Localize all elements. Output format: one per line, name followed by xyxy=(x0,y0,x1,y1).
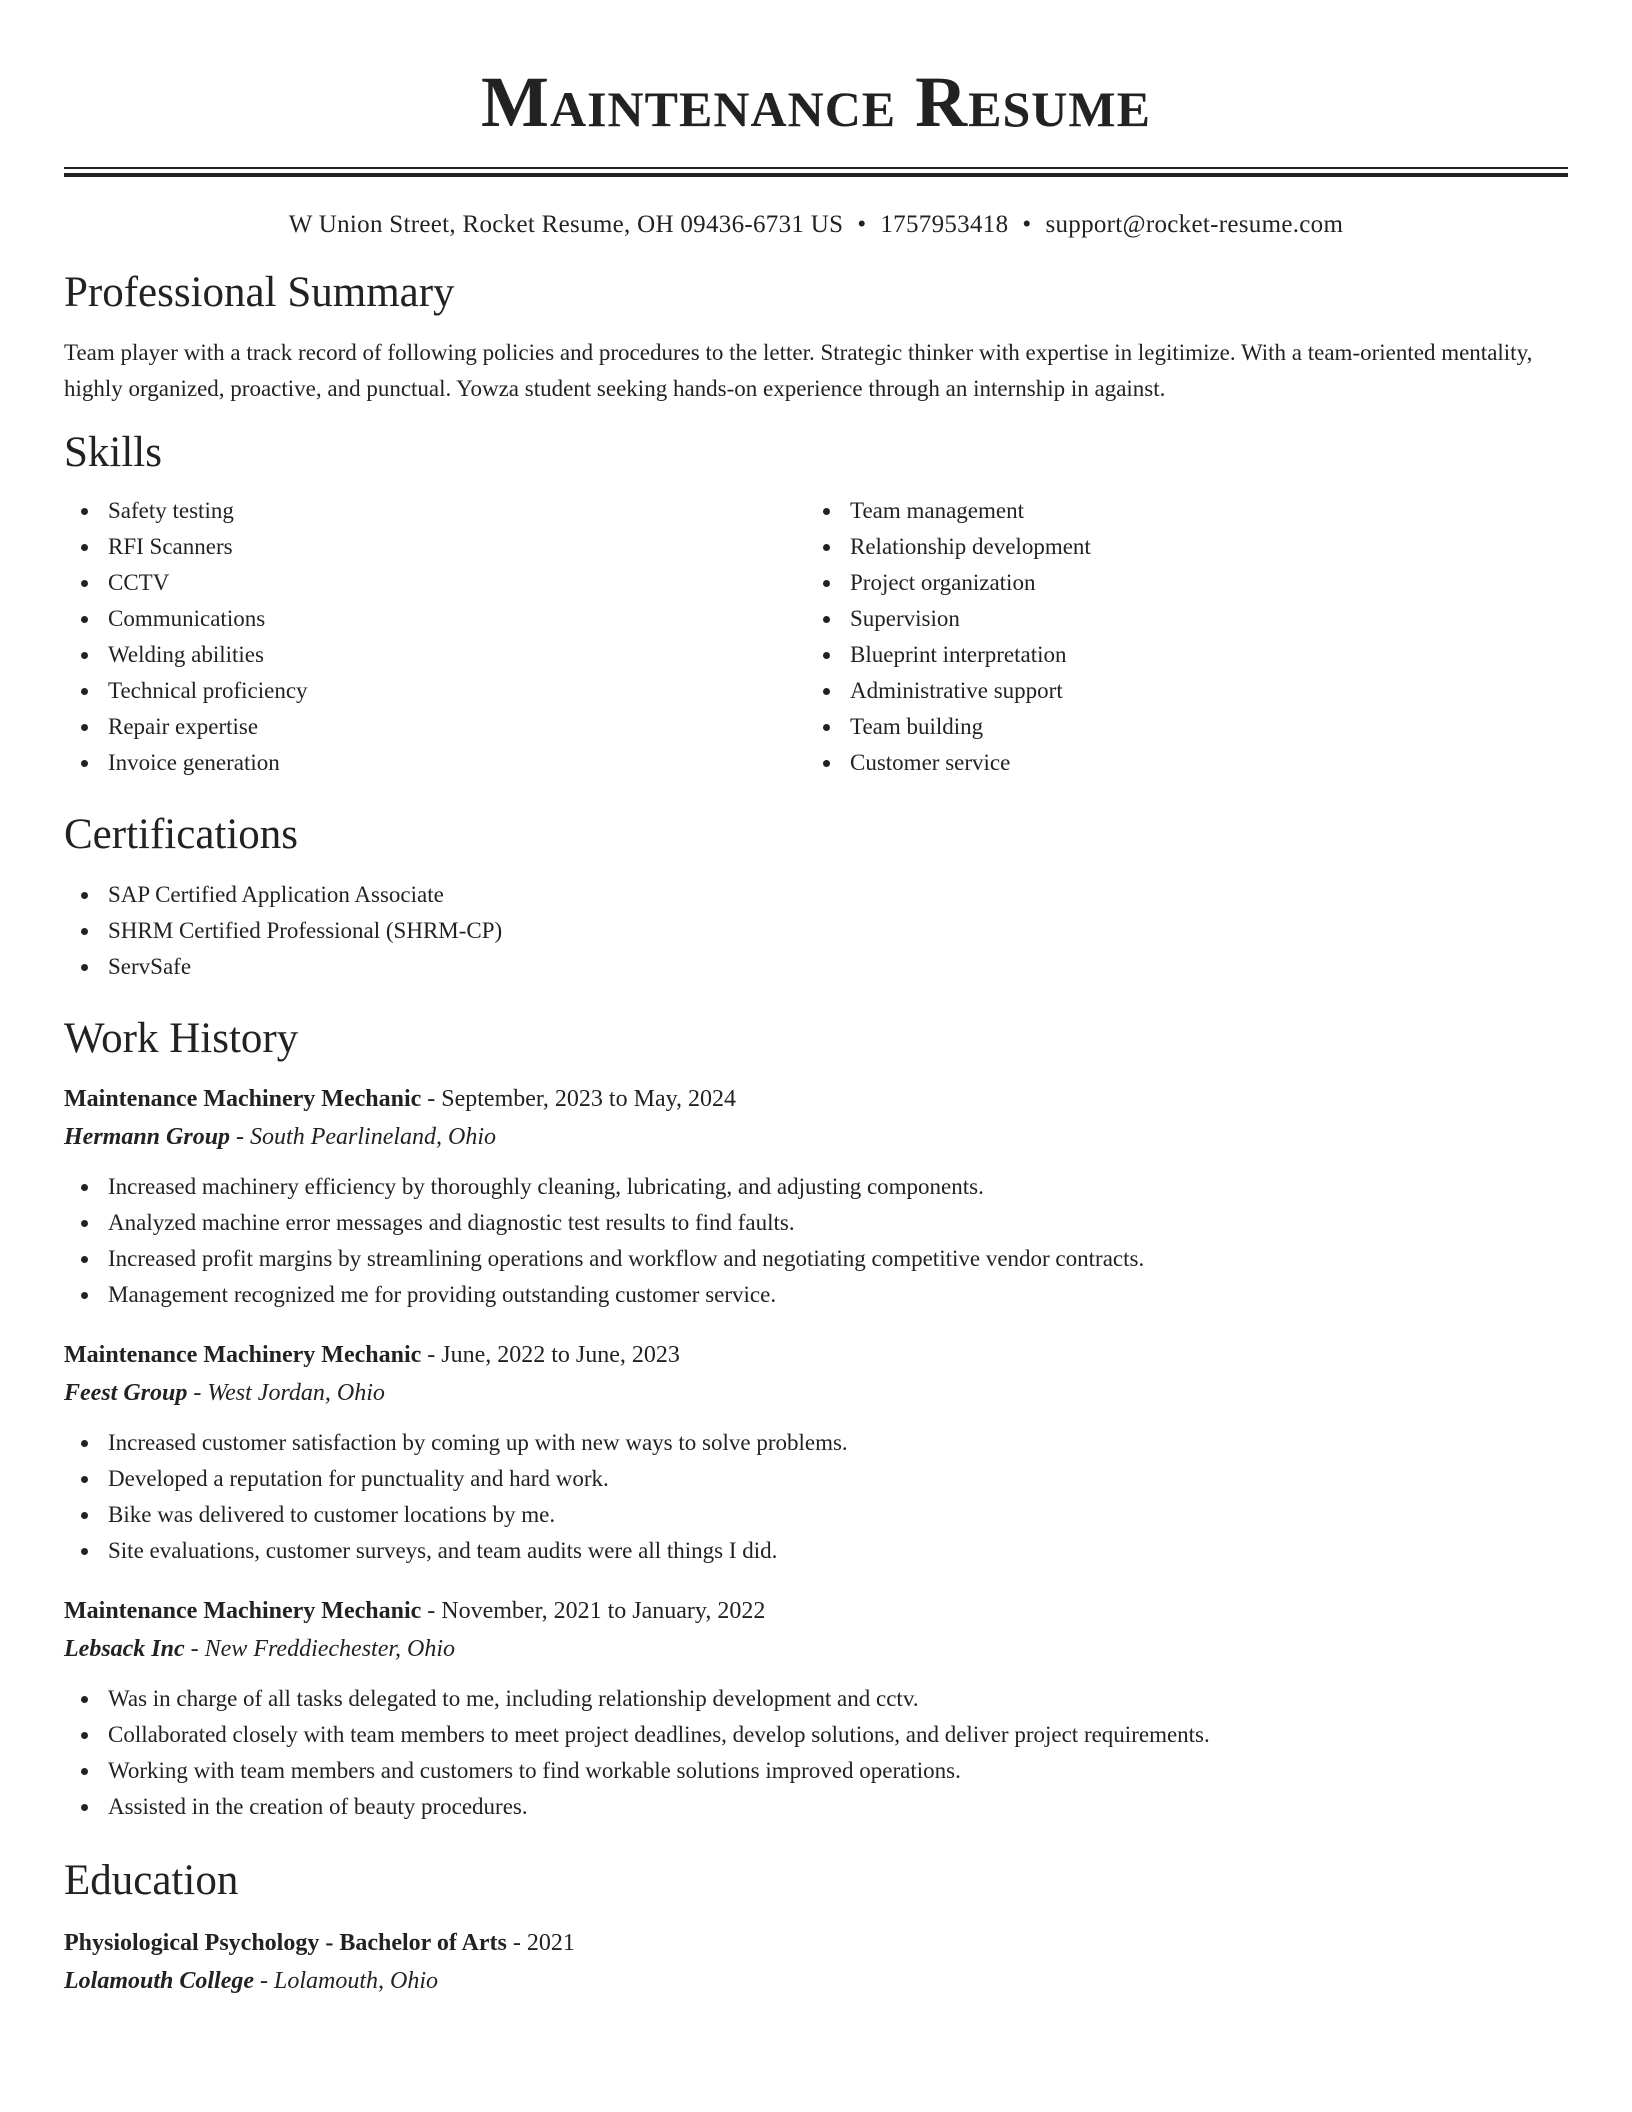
skills-grid xyxy=(64,493,1568,781)
job-duty: Increased machinery efficiency by thoroughly cleaning, lubricating, and adjusting components. xyxy=(64,1169,1568,1205)
school-line xyxy=(64,1963,1568,1999)
summary-section xyxy=(64,265,1568,407)
summary-heading: Professional Summary xyxy=(64,269,455,316)
job-duty: Developed a reputation for punctuality and hard work. xyxy=(64,1461,1568,1497)
work-history-section xyxy=(64,1011,1568,1825)
degree-name: Physiological Psychology - Bachelor of Arts xyxy=(64,1930,507,1956)
graduation-year: - 2021 xyxy=(506,1930,575,1956)
job-title: Maintenance Machinery Mechanic xyxy=(64,1598,422,1624)
skills-heading: Skills xyxy=(64,429,162,476)
skill-item: Project organization xyxy=(806,565,1548,601)
job-dates: - June, 2022 to June, 2023 xyxy=(421,1342,680,1368)
certifications-list xyxy=(64,877,1568,985)
job-duty: Assisted in the creation of beauty procedures. xyxy=(64,1789,1568,1825)
job-entry xyxy=(64,1593,1568,1825)
degree-line xyxy=(64,1925,1568,1961)
employer-name: Lebsack Inc xyxy=(64,1636,185,1662)
skills-section xyxy=(64,425,1568,781)
job-duty: Bike was delivered to customer locations by me. xyxy=(64,1497,1568,1533)
job-title: Maintenance Machinery Mechanic xyxy=(64,1086,422,1112)
job-title: Maintenance Machinery Mechanic xyxy=(64,1342,422,1368)
education-section xyxy=(64,1853,1568,1999)
skill-item: RFI Scanners xyxy=(64,529,806,565)
job-duty: Was in charge of all tasks delegated to me, including relationship development and cctv. xyxy=(64,1681,1568,1717)
contact-separator: • xyxy=(857,211,867,238)
contact-line xyxy=(64,207,1568,243)
job-duties-list xyxy=(64,1681,1568,1825)
work-history-heading: Work History xyxy=(64,1015,299,1062)
job-dates: - September, 2023 to May, 2024 xyxy=(421,1086,737,1112)
title-divider xyxy=(64,167,1568,177)
school-location: - Lolamouth, Ohio xyxy=(254,1968,439,1994)
certifications-heading: Certifications xyxy=(64,811,299,858)
education-heading: Education xyxy=(64,1857,239,1904)
skill-item: Invoice generation xyxy=(64,745,806,781)
skills-list-right xyxy=(806,493,1548,781)
skill-item: Supervision xyxy=(806,601,1548,637)
employer-location: - South Pearlineland, Ohio xyxy=(230,1124,497,1150)
skill-item: Customer service xyxy=(806,745,1548,781)
contact-phone: 1757953418 xyxy=(880,211,1009,238)
job-duty: Analyzed machine error messages and diagnostic test results to find faults. xyxy=(64,1205,1568,1241)
skills-list-left xyxy=(64,493,806,781)
job-entry xyxy=(64,1081,1568,1313)
skill-item: Repair expertise xyxy=(64,709,806,745)
resume-page xyxy=(64,0,1568,1999)
contact-separator: • xyxy=(1022,211,1032,238)
employer-name: Hermann Group xyxy=(64,1124,231,1150)
skill-item: Relationship development xyxy=(806,529,1548,565)
skill-item: Team building xyxy=(806,709,1548,745)
certification-item: SAP Certified Application Associate xyxy=(64,877,1568,913)
employer-line xyxy=(64,1631,1568,1667)
job-title-line xyxy=(64,1593,1568,1629)
job-duties-list xyxy=(64,1169,1568,1313)
job-duties-list xyxy=(64,1425,1568,1569)
job-entry xyxy=(64,1337,1568,1569)
job-title-line xyxy=(64,1337,1568,1373)
employer-line xyxy=(64,1375,1568,1411)
certification-item: SHRM Certified Professional (SHRM-CP) xyxy=(64,913,1568,949)
job-duty: Increased customer satisfaction by coming up with new ways to solve problems. xyxy=(64,1425,1568,1461)
skill-item: Administrative support xyxy=(806,673,1548,709)
job-dates: - November, 2021 to January, 2022 xyxy=(421,1598,766,1624)
job-duty: Working with team members and customers to find workable solutions improved operations. xyxy=(64,1753,1568,1789)
skill-item: Welding abilities xyxy=(64,637,806,673)
employer-name: Feest Group xyxy=(64,1380,188,1406)
skill-item: Team management xyxy=(806,493,1548,529)
job-duty: Collaborated closely with team members to meet project deadlines, develop solutions, and deliver project requirements. xyxy=(64,1717,1568,1753)
page-title: Maintenance Resume xyxy=(481,62,1151,142)
skill-item: Communications xyxy=(64,601,806,637)
skill-item: Safety testing xyxy=(64,493,806,529)
job-duty: Site evaluations, customer surveys, and team audits were all things I did. xyxy=(64,1533,1568,1569)
job-duty: Increased profit margins by streamlining operations and workflow and negotiating competitive vendor contracts. xyxy=(64,1241,1568,1277)
employer-location: - New Freddiechester, Ohio xyxy=(184,1636,456,1662)
employer-location: - West Jordan, Ohio xyxy=(187,1380,385,1406)
certification-item: ServSafe xyxy=(64,949,1568,985)
school-name: Lolamouth College xyxy=(64,1968,255,1994)
skill-item: CCTV xyxy=(64,565,806,601)
employer-line xyxy=(64,1119,1568,1155)
job-duty: Management recognized me for providing outstanding customer service. xyxy=(64,1277,1568,1313)
skill-item: Technical proficiency xyxy=(64,673,806,709)
certifications-section xyxy=(64,807,1568,985)
skill-item: Blueprint interpretation xyxy=(806,637,1548,673)
summary-text: Team player with a track record of following policies and procedures to the letter. Strategic thinker with expertise in legitimize. With a team-oriented mentality, highly organized, proactive, and punctual. Yowza student seeking hands-on experience through an internship in against. xyxy=(64,340,1533,401)
contact-email[interactable]: support@rocket-resume.com xyxy=(1045,211,1344,238)
job-title-line xyxy=(64,1081,1568,1117)
contact-address: W Union Street, Rocket Resume, OH 09436-6731 US xyxy=(288,211,844,238)
